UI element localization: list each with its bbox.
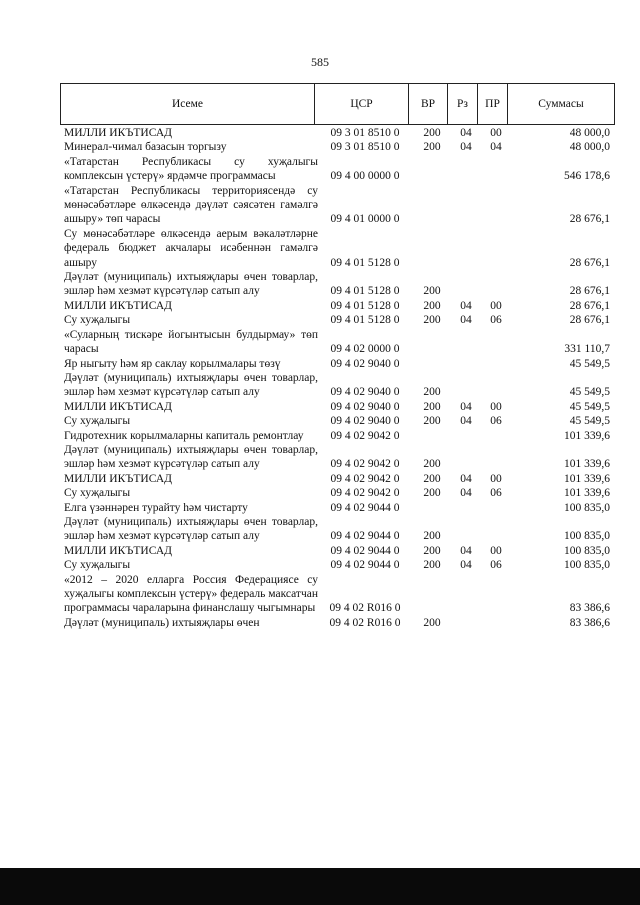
row-vr: 200 <box>423 487 441 500</box>
row-csr: 09 4 02 9040 0 <box>330 400 400 413</box>
row-sum: 83 386,6 <box>569 602 610 615</box>
row-vr: 200 <box>423 400 441 413</box>
row-vr: 200 <box>423 386 441 399</box>
table-row <box>64 313 610 327</box>
table-row <box>64 573 610 616</box>
row-csr: 09 4 02 9042 0 <box>330 487 400 500</box>
table-row <box>64 443 610 472</box>
row-pr: 06 <box>490 559 502 572</box>
row-sum: 100 835,0 <box>564 544 610 557</box>
row-csr: 09 4 02 9040 0 <box>330 357 400 370</box>
row-name: Су хуҗалыгы <box>64 559 131 572</box>
row-name: Су хуҗалыгы <box>64 487 131 500</box>
row-vr: 200 <box>423 458 441 471</box>
row-csr: 09 4 02 9044 0 <box>330 559 400 572</box>
header-name: Исеме <box>61 84 315 124</box>
row-sum: 45 549,5 <box>569 415 610 428</box>
row-csr: 09 4 01 5128 0 <box>330 256 400 269</box>
row-name: Минерал-чимал базасын торгызу <box>64 141 227 154</box>
row-vr: 200 <box>423 559 441 572</box>
table-row <box>64 486 610 500</box>
table-row <box>64 126 610 140</box>
row-pr: 04 <box>490 141 502 154</box>
row-vr: 200 <box>423 472 441 485</box>
table-row <box>64 227 610 270</box>
table-row <box>64 544 610 558</box>
row-sum: 101 339,6 <box>564 472 610 485</box>
row-csr: 09 4 02 9044 0 <box>330 530 400 543</box>
table-row <box>64 400 610 414</box>
row-name: Дәүләт (муниципаль) ихтыяҗлары өчен товарлар, эшләр һәм хезмәт күрсәтүләр сатып алу <box>64 443 318 471</box>
row-name: Су хуҗалыгы <box>64 415 131 428</box>
row-csr: 09 3 01 8510 0 <box>330 127 400 139</box>
row-vr: 200 <box>423 141 441 154</box>
row-sum: 101 339,6 <box>564 458 610 471</box>
row-sum: 28 676,1 <box>569 256 610 269</box>
header-rz: Рз <box>448 84 478 124</box>
row-sum: 331 110,7 <box>564 343 610 356</box>
row-rz: 04 <box>460 544 472 557</box>
row-csr: 09 3 01 8510 0 <box>330 141 400 154</box>
row-sum: 100 835,0 <box>564 530 610 543</box>
table-body <box>64 126 610 630</box>
table-row <box>64 429 610 443</box>
table-row <box>64 616 610 630</box>
row-name: Гидротехник корылмаларны капиталь ремонтлау <box>64 429 304 442</box>
row-vr: 200 <box>423 127 441 139</box>
row-vr: 200 <box>423 299 441 312</box>
header-csr: ЦСР <box>315 84 409 124</box>
row-sum: 48 000,0 <box>569 141 610 154</box>
row-csr: 09 4 02 9040 0 <box>330 386 400 399</box>
row-vr: 200 <box>423 415 441 428</box>
page-number: 585 <box>311 55 329 69</box>
row-pr: 00 <box>490 127 502 139</box>
table-row <box>64 140 610 154</box>
row-sum: 100 835,0 <box>564 501 610 514</box>
row-rz: 04 <box>460 415 472 428</box>
row-rz: 04 <box>460 559 472 572</box>
row-vr: 200 <box>423 314 441 327</box>
row-sum: 101 339,6 <box>564 487 610 500</box>
row-vr: 200 <box>423 530 441 543</box>
row-name: Елга үзәннәрен турайту һәм чистарту <box>64 501 248 514</box>
row-csr: 09 4 02 R016 0 <box>329 616 401 629</box>
row-rz: 04 <box>460 487 472 500</box>
row-sum: 546 178,6 <box>564 170 610 183</box>
row-sum: 28 676,1 <box>569 314 610 327</box>
table-row <box>64 414 610 428</box>
row-vr: 200 <box>423 616 441 629</box>
row-name: Дәүләт (муниципаль) ихтыяҗлары өчен товарлар, эшләр һәм хезмәт күрсәтүләр сатып алу <box>64 515 318 543</box>
row-sum: 101 339,6 <box>564 429 610 442</box>
row-csr: 09 4 02 9042 0 <box>330 458 400 471</box>
table-row <box>64 184 610 227</box>
row-pr: 00 <box>490 299 502 312</box>
row-rz: 04 <box>460 127 472 139</box>
row-csr: 09 4 02 9040 0 <box>330 415 400 428</box>
row-name: Дәүләт (муниципаль) ихтыяҗлары өчен товарлар, эшләр һәм хезмәт күрсәтүләр сатып алу <box>64 271 318 298</box>
row-name: Дәүләт (муниципаль) ихтыяҗлары өчен товарлар, эшләр һәм хезмәт күрсәтүләр сатып алу <box>64 371 318 399</box>
row-rz: 04 <box>460 141 472 154</box>
table-row <box>64 472 610 486</box>
row-name: Дәүләт (муниципаль) ихтыяҗлары өчен <box>64 616 260 629</box>
row-csr: 09 4 02 9042 0 <box>330 429 400 442</box>
row-pr: 06 <box>490 314 502 327</box>
table-header <box>60 83 615 125</box>
row-sum: 28 676,1 <box>569 213 610 226</box>
row-rz: 04 <box>460 472 472 485</box>
table-row <box>64 270 610 299</box>
row-pr: 06 <box>490 415 502 428</box>
table-row <box>64 299 610 313</box>
table-row <box>64 371 610 400</box>
row-csr: 09 4 01 5128 0 <box>330 285 400 298</box>
row-pr: 00 <box>490 400 502 413</box>
row-sum: 28 676,1 <box>569 285 610 298</box>
row-pr: 00 <box>490 544 502 557</box>
row-vr: 200 <box>423 544 441 557</box>
row-pr: 00 <box>490 472 502 485</box>
row-csr: 09 4 01 0000 0 <box>330 213 400 226</box>
row-rz: 04 <box>460 314 472 327</box>
row-csr: 09 4 02 9042 0 <box>330 472 400 485</box>
row-vr: 200 <box>423 285 441 298</box>
table-row <box>64 328 610 357</box>
row-sum: 45 549,5 <box>569 357 610 370</box>
row-csr: 09 4 01 5128 0 <box>330 314 400 327</box>
table-row <box>64 501 610 515</box>
row-name: «Татарстан Республикасы су хуҗалыгы комплексын үстерү» ярдәмче программасы <box>64 155 318 183</box>
row-sum: 100 835,0 <box>564 559 610 572</box>
row-rz: 04 <box>460 299 472 312</box>
row-sum: 45 549,5 <box>569 386 610 399</box>
row-csr: 09 4 02 R016 0 <box>329 602 401 615</box>
table-row <box>64 357 610 371</box>
header-vr: ВР <box>409 84 448 124</box>
row-name: «2012 – 2020 елларга Россия Федерациясе су хуҗалыгы комплексын үстерү» федераль максатчан программасы чараларына финанслашу чыгымнары <box>64 573 318 615</box>
row-name: Су мөнәсәбәтләре өлкәсендә аерым вәкаләтләрне федераль бюджет акчалары исәбеннән гамәлгә ашыру <box>64 227 318 269</box>
table-row <box>64 155 610 184</box>
row-name: МИЛЛИ ИКЪТИСАД <box>64 127 172 139</box>
row-name: МИЛЛИ ИКЪТИСАД <box>64 544 172 557</box>
row-csr: 09 4 01 5128 0 <box>330 299 400 312</box>
row-sum: 28 676,1 <box>569 299 610 312</box>
row-name: «Суларның тискәре йогынтысын булдырмау» төп чарасы <box>64 328 318 356</box>
row-name: «Татарстан Республикасы территориясендә су мөнәсәбәтләре өлкәсендә дәүләт сәясәтен гамәлгә ашыру» төп чарасы <box>64 184 318 226</box>
row-sum: 48 000,0 <box>569 127 610 139</box>
row-name: Яр ныгыту һәм яр саклау корылмалары төзү <box>64 357 281 370</box>
row-csr: 09 4 02 9044 0 <box>330 544 400 557</box>
row-csr: 09 4 02 0000 0 <box>330 343 400 356</box>
row-name: МИЛЛИ ИКЪТИСАД <box>64 299 172 312</box>
scan-edge <box>0 868 640 905</box>
header-pr: ПР <box>478 84 508 124</box>
row-name: Су хуҗалыгы <box>64 314 131 327</box>
row-csr: 09 4 00 0000 0 <box>330 170 400 183</box>
row-pr: 06 <box>490 487 502 500</box>
row-name: МИЛЛИ ИКЪТИСАД <box>64 472 172 485</box>
row-name: МИЛЛИ ИКЪТИСАД <box>64 400 172 413</box>
row-sum: 45 549,5 <box>569 400 610 413</box>
row-sum: 83 386,6 <box>569 616 610 629</box>
table-row <box>64 558 610 572</box>
header-sum: Суммасы <box>538 98 584 110</box>
row-csr: 09 4 02 9044 0 <box>330 501 400 514</box>
table-row <box>64 515 610 544</box>
row-rz: 04 <box>460 400 472 413</box>
